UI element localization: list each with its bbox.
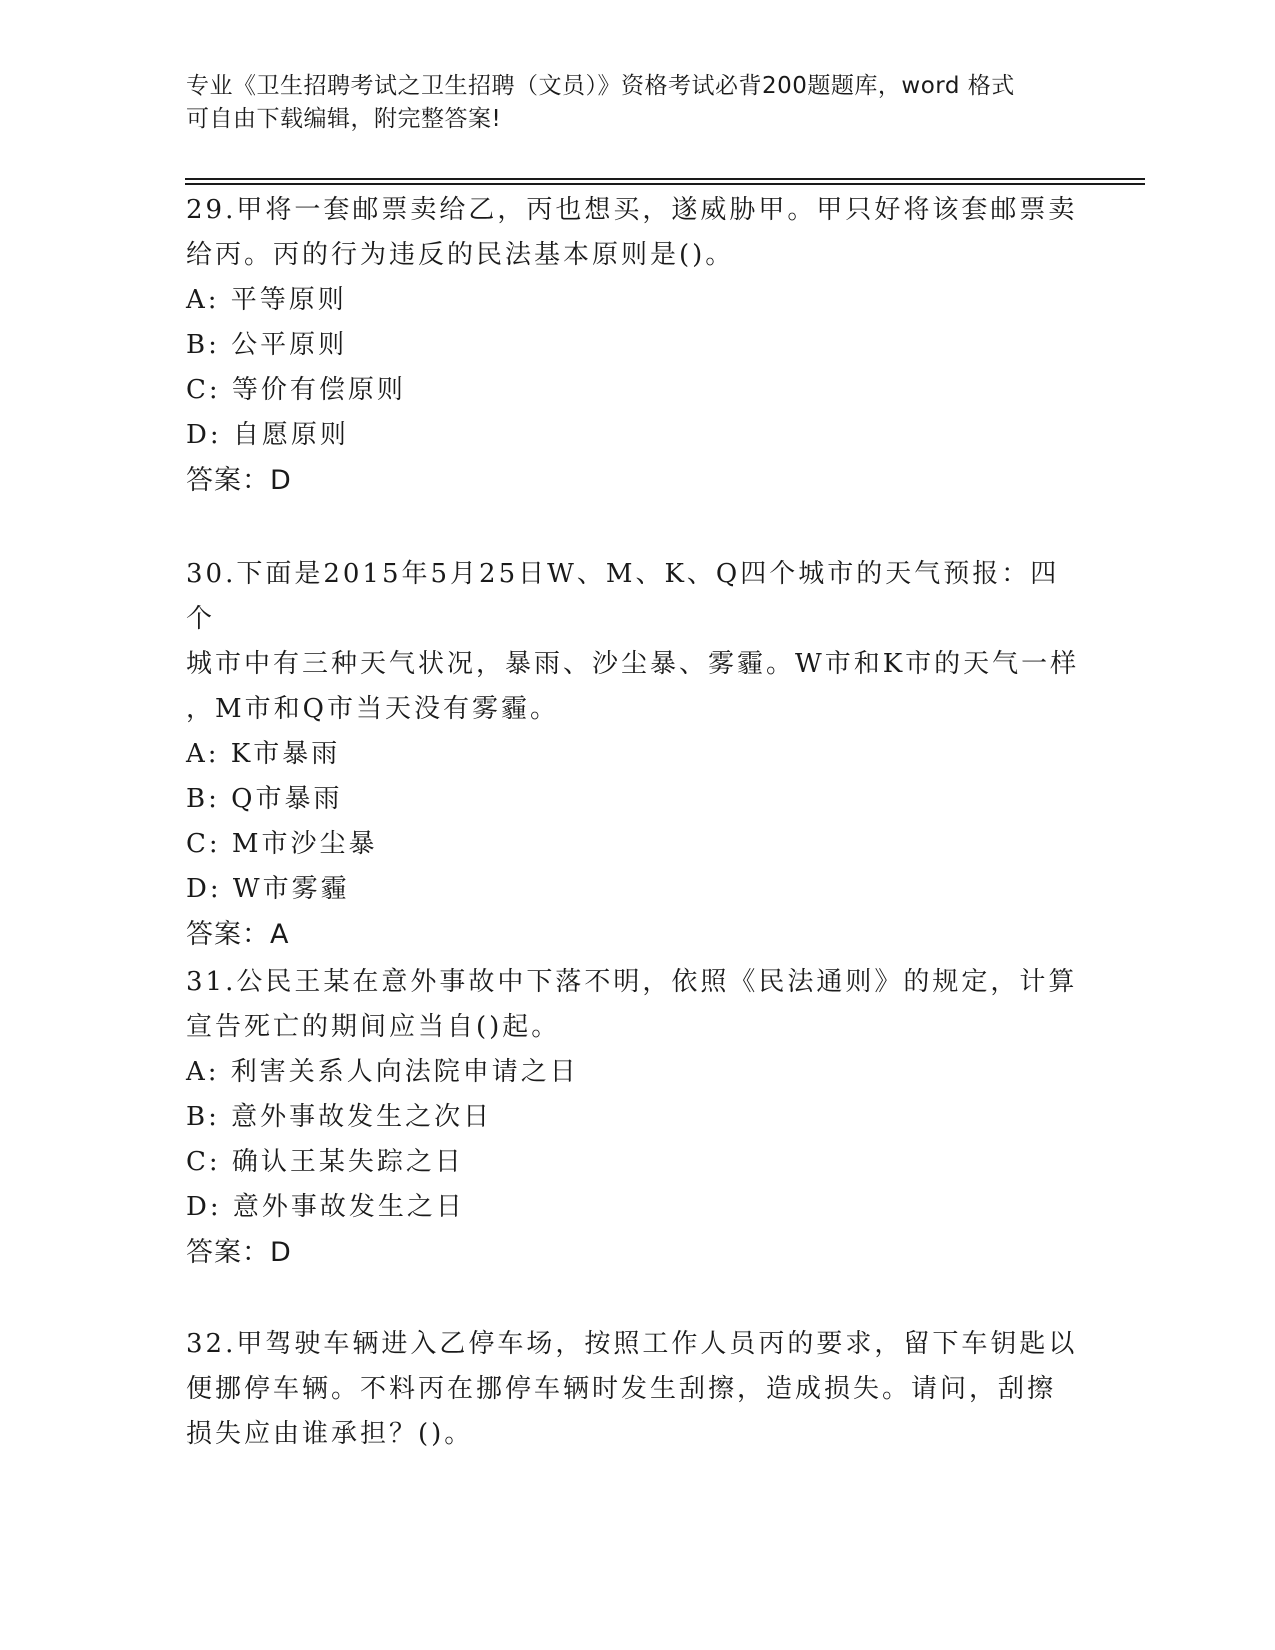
question-stem-line: 便挪停车辆。不料丙在挪停车辆时发生刮擦，造成损失。请问，刮擦 xyxy=(186,1374,1057,1404)
option-b: B: 公平原则 xyxy=(186,330,348,360)
header-line-2: 可自由下载编辑，附完整答案! xyxy=(186,106,502,132)
option-a: A: K市暴雨 xyxy=(186,739,341,769)
option-a: A: 利害关系人向法院申请之日 xyxy=(186,1057,579,1087)
answer: 答案：D xyxy=(186,465,292,496)
question-stem-line: 宣告死亡的期间应当自()起。 xyxy=(186,1012,561,1042)
question-29 xyxy=(186,188,1086,503)
answer: 答案：D xyxy=(186,1237,292,1268)
document-header xyxy=(186,70,1066,136)
question-stem-line: 29.甲将一套邮票卖给乙，丙也想买，遂威胁甲。甲只好将该套邮票卖 xyxy=(186,195,1078,225)
answer: 答案：A xyxy=(186,919,290,950)
header-divider-top xyxy=(185,178,1145,180)
question-30 xyxy=(186,552,1086,957)
option-b: B: 意外事故发生之次日 xyxy=(186,1102,493,1132)
question-31 xyxy=(186,960,1086,1275)
question-stem-line: 给丙。丙的行为违反的民法基本原则是()。 xyxy=(186,240,735,270)
option-c: C: 等价有偿原则 xyxy=(186,375,406,405)
header-divider-bottom xyxy=(185,183,1145,185)
option-b: B: Q市暴雨 xyxy=(186,784,343,814)
question-stem-line: 30.下面是2015年5月25日W、M、K、Q四个城市的天气预报：四个 xyxy=(186,559,1060,634)
question-stem-line: 损失应由谁承担？()。 xyxy=(186,1419,474,1449)
question-stem-line: 32.甲驾驶车辆进入乙停车场，按照工作人员丙的要求，留下车钥匙以 xyxy=(186,1329,1078,1359)
option-c: C: M市沙尘暴 xyxy=(186,829,378,859)
question-stem-line: ，M市和Q市当天没有雾霾。 xyxy=(186,694,559,724)
question-32 xyxy=(186,1322,1086,1457)
question-stem-line: 31.公民王某在意外事故中下落不明，依照《民法通则》的规定，计算 xyxy=(186,967,1078,997)
question-stem-line: 城市中有三种天气状况，暴雨、沙尘暴、雾霾。W市和K市的天气一样 xyxy=(186,649,1080,679)
option-a: A: 平等原则 xyxy=(186,285,347,315)
header-line-1: 专业《卫生招聘考试之卫生招聘（文员）》资格考试必背200题题库，word 格式 xyxy=(186,73,1015,99)
option-c: C: 确认王某失踪之日 xyxy=(186,1147,464,1177)
option-d: D: 意外事故发生之日 xyxy=(186,1192,465,1222)
option-d: D: W市雾霾 xyxy=(186,874,350,904)
option-d: D: 自愿原则 xyxy=(186,420,349,450)
